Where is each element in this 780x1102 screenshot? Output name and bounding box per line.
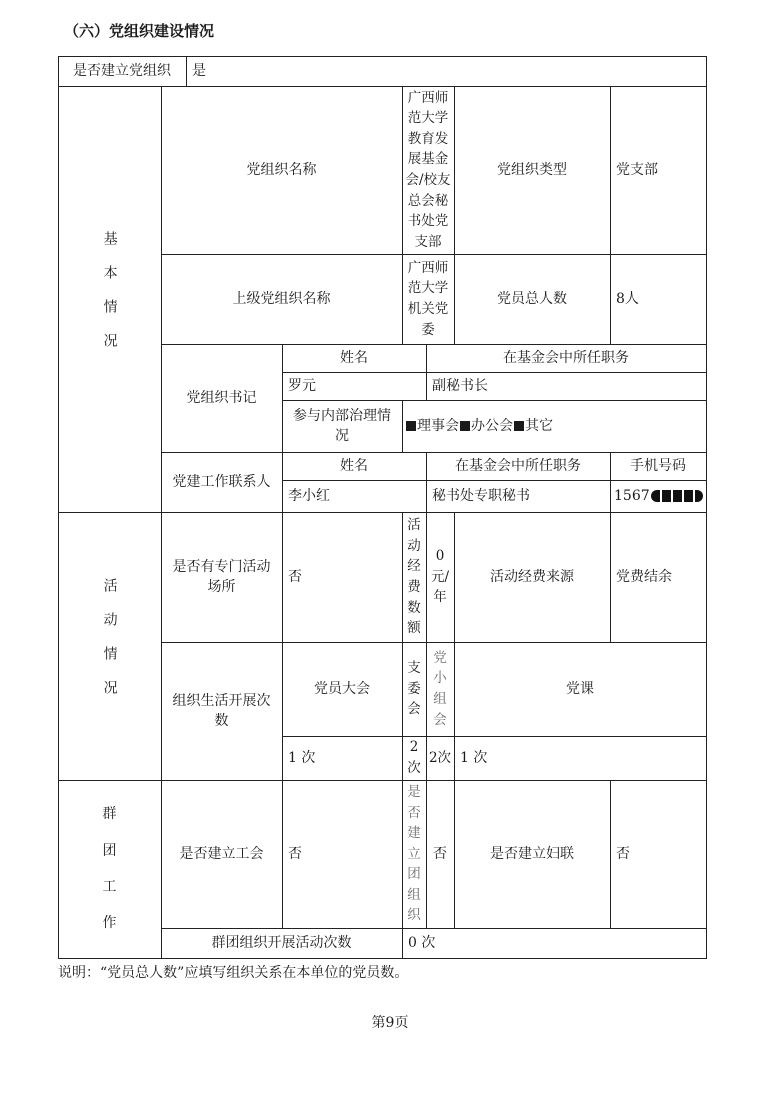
league-label: 是否建立团组织	[407, 784, 421, 924]
union-value: 否	[288, 845, 302, 862]
lecture-label: 党课	[566, 680, 594, 697]
footnote: 说明：“党员总人数”应填写组织关系在本单位的党员数。	[58, 965, 409, 981]
members-value: 8人	[616, 290, 639, 307]
org-type-label: 党组织类型	[497, 161, 567, 178]
governance-options	[402, 400, 706, 452]
members-label: 党员总人数	[497, 290, 567, 307]
checkbox-icon	[406, 421, 416, 431]
secretary-name-header: 姓名	[340, 349, 368, 366]
org-name-label: 党组织名称	[246, 161, 317, 178]
checkbox-icon	[460, 421, 470, 431]
contact-phone-header: 手机号码	[630, 457, 686, 474]
venue-label: 是否有专门活动场所	[172, 558, 271, 595]
funds-value: 0元/年	[430, 548, 450, 606]
contact-name: 李小红	[288, 487, 330, 504]
org-name-value: 广西师范大学教育发展基金会/校友总会秘书处党支部	[405, 89, 451, 250]
secretary-name: 罗元	[288, 377, 316, 394]
lecture-count: 1 次	[460, 749, 488, 766]
governance-option: 办公会	[471, 417, 513, 434]
league-value: 否	[433, 845, 447, 862]
secretary-label: 党组织书记	[186, 389, 257, 406]
life-label: 组织生活开展次数	[172, 692, 271, 729]
mass-activity-label: 群团组织开展活动次数	[211, 934, 352, 951]
org-type-value: 党支部	[616, 161, 658, 178]
mass-activity-value: 0 次	[408, 934, 436, 951]
page-number: 第9页	[371, 1015, 409, 1031]
parent-org-value: 广西师范大学机关党委	[407, 259, 449, 338]
section-heading: （六）党组织建设情况	[64, 22, 215, 40]
governance-option: 理事会	[417, 417, 459, 434]
established-label: 是否建立党组织	[73, 62, 171, 79]
contact-name-header: 姓名	[340, 457, 368, 474]
established-value: 是	[192, 62, 206, 79]
group-label: 党小组会	[433, 649, 447, 728]
contact-position: 秘书处专职秘书	[432, 487, 530, 504]
women-label: 是否建立妇联	[490, 845, 574, 862]
contact-phone	[610, 480, 706, 512]
redaction-mask	[651, 490, 703, 502]
congress-count: 1 次	[288, 749, 316, 766]
funds-source-value: 党费结余	[616, 568, 672, 585]
contact-label: 党建工作联系人	[172, 473, 271, 490]
parent-org-label: 上级党组织名称	[232, 290, 331, 307]
committee-count: 2次	[407, 739, 421, 776]
governance-label: 参与内部治理情况	[293, 407, 391, 444]
venue-value: 否	[288, 568, 302, 585]
congress-label: 党员大会	[314, 680, 370, 697]
checkbox-icon	[514, 421, 524, 431]
secretary-position: 副秘书长	[432, 377, 488, 394]
funds-source-label: 活动经费来源	[490, 568, 574, 585]
governance-option: 其它	[525, 417, 553, 434]
activity-section-label: 活动情况	[101, 578, 118, 714]
committee-label: 支委会	[407, 660, 421, 718]
funds-label: 活动经费数额	[407, 517, 421, 637]
basic-section-label: 基本情况	[101, 231, 118, 367]
phone-prefix: 1567	[614, 487, 650, 504]
mass-section-label: 群团工作	[102, 806, 117, 932]
union-label: 是否建立工会	[179, 845, 264, 862]
contact-position-header: 在基金会中所任职务	[455, 457, 581, 474]
group-count: 2次	[428, 749, 452, 766]
women-value: 否	[616, 845, 630, 862]
secretary-position-header: 在基金会中所任职务	[503, 349, 629, 366]
